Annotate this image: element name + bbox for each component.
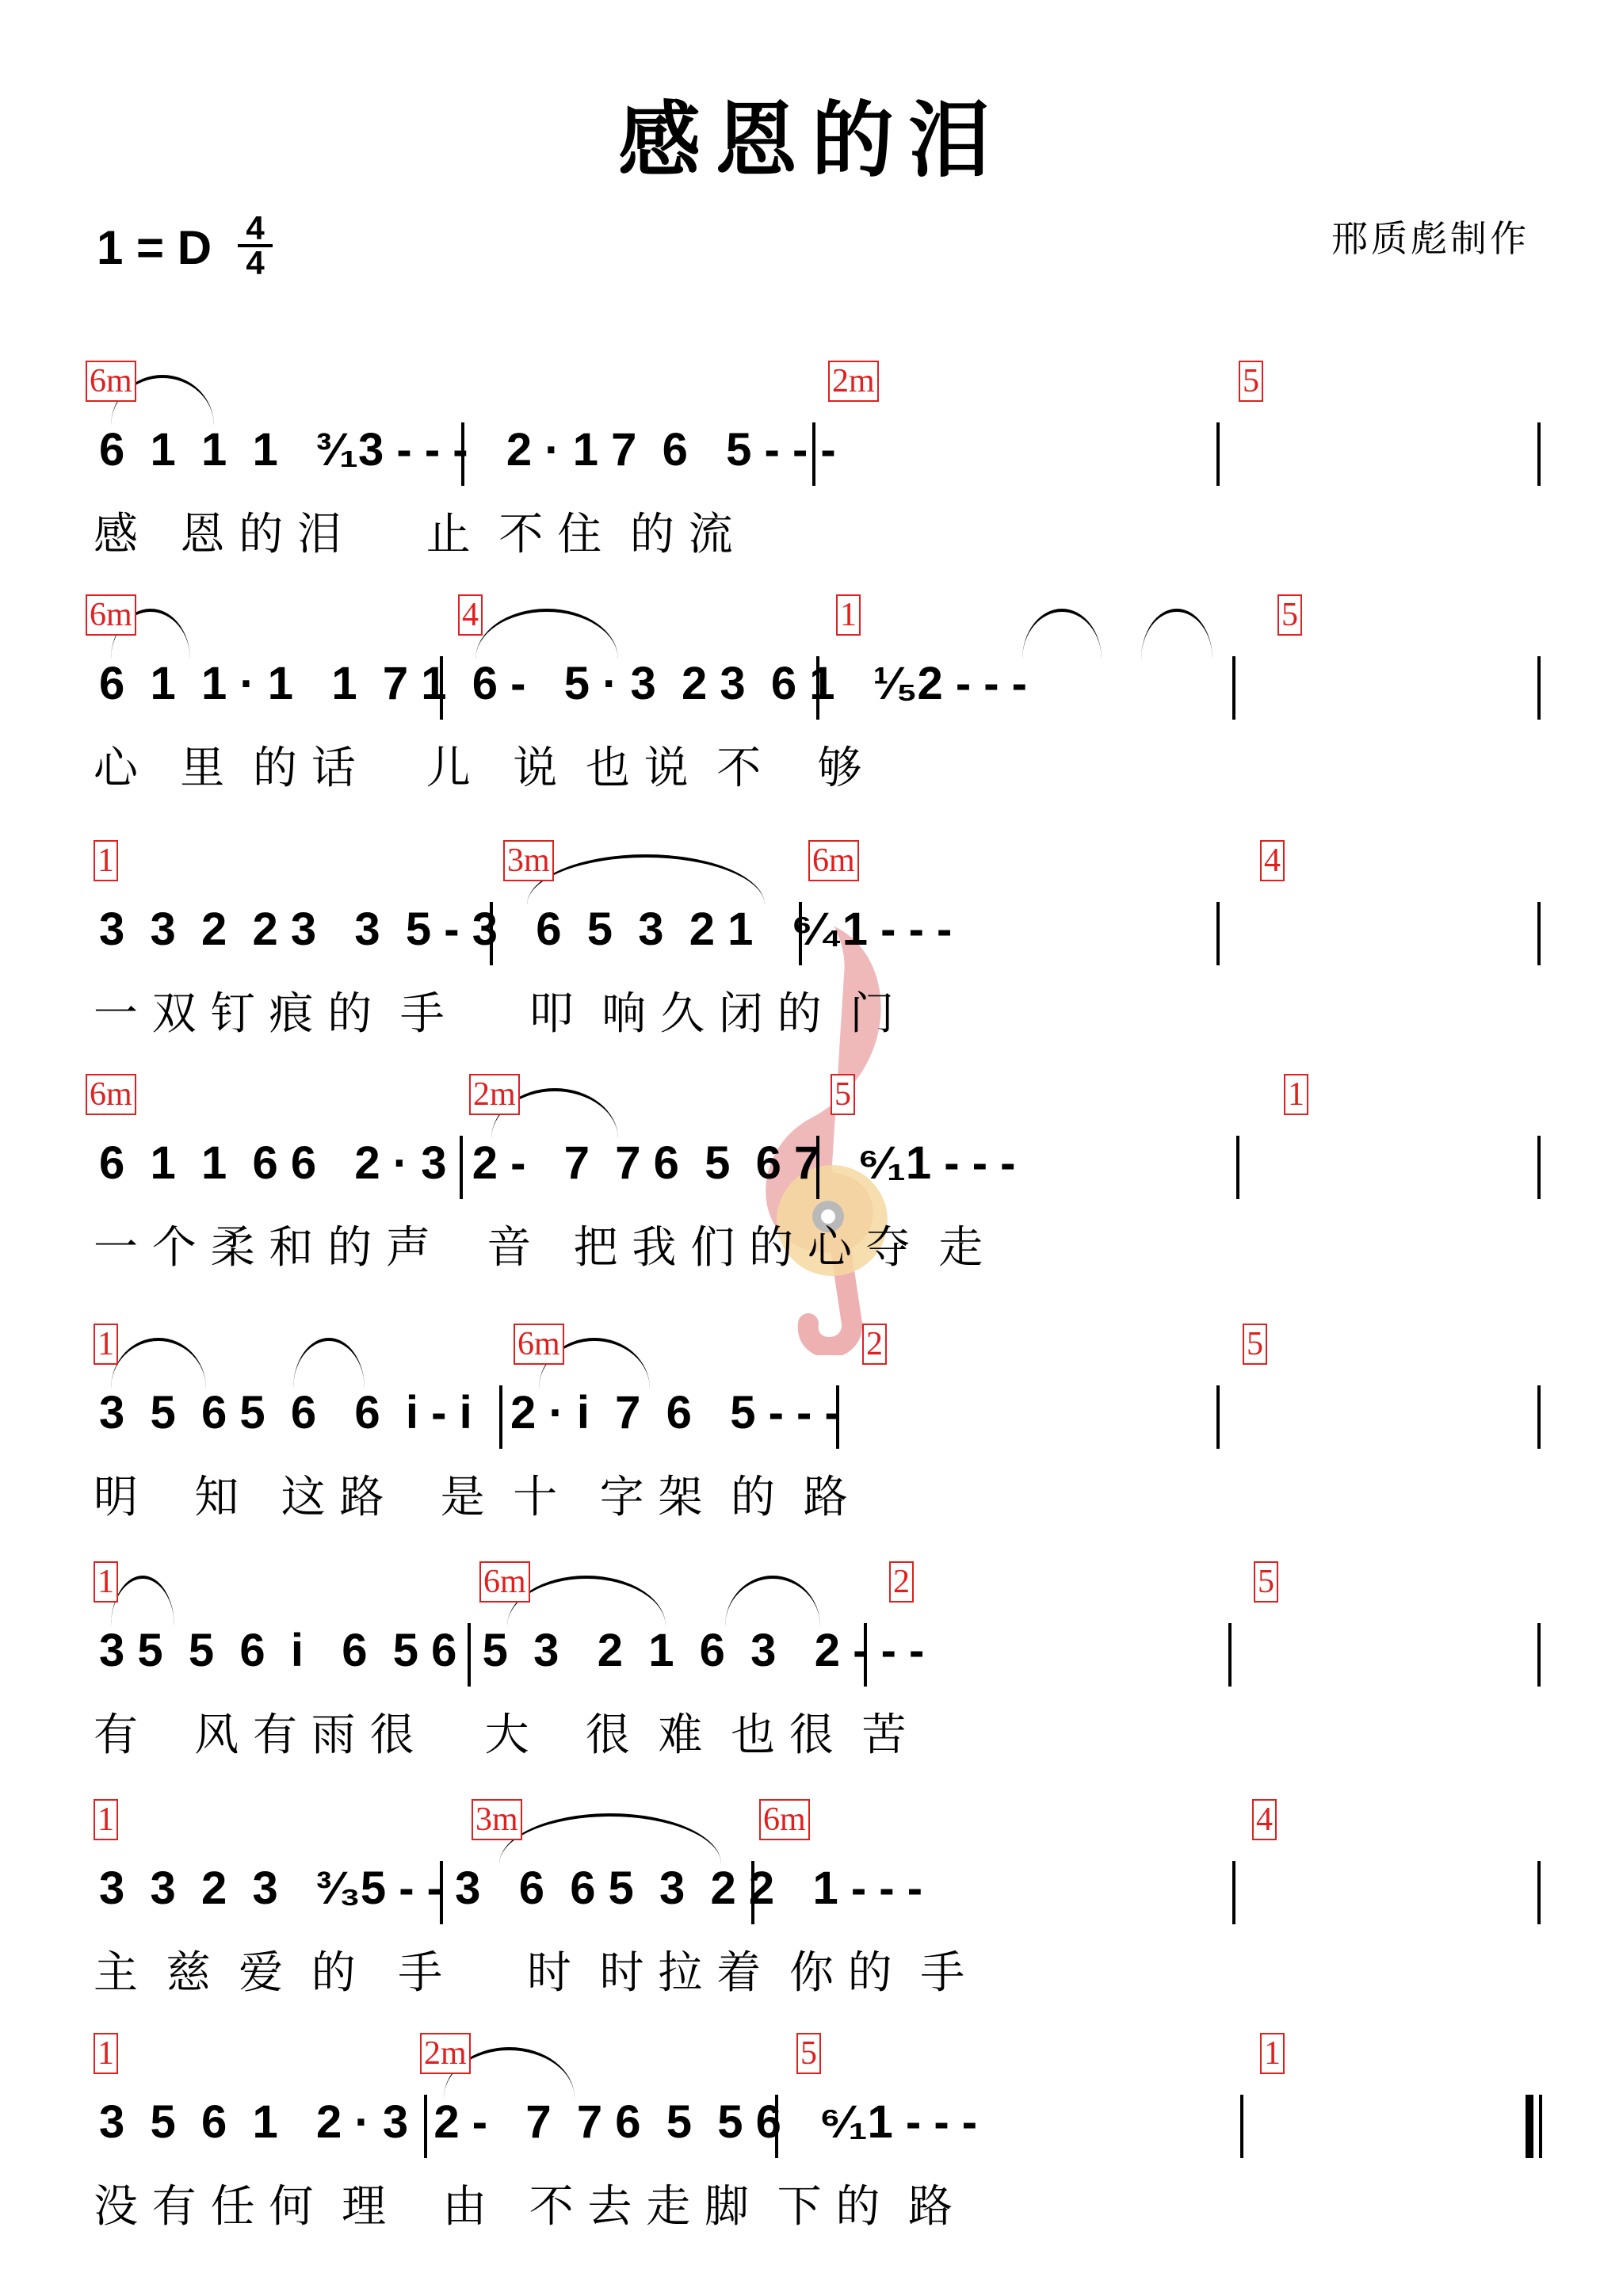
chord-symbol: 6m	[86, 1074, 136, 1115]
lyrics-line: 有 风 有 雨 很 大 很 难 也 很 苦	[94, 1710, 907, 1761]
score-line-1	[0, 361, 1623, 598]
score-line-6	[0, 1561, 1623, 1799]
barline	[1537, 422, 1541, 486]
chord-symbol: 5	[796, 2033, 821, 2074]
chord-symbol: 1	[1260, 2033, 1285, 2074]
chord-symbol: 1	[94, 2033, 118, 2074]
chord-symbol: 2m	[420, 2033, 471, 2074]
lyrics-line: 主 慈 爱 的 手 时 时 拉 着 你 的 手	[94, 1947, 965, 1999]
time-signature-bottom: 4	[238, 244, 273, 279]
slur	[1022, 609, 1102, 659]
chord-symbol: 5	[1239, 361, 1263, 402]
slur	[1141, 609, 1212, 659]
barline	[1537, 1861, 1541, 1924]
score-line-4	[0, 1074, 1623, 1312]
chord-symbol: 1	[836, 594, 861, 636]
chord-symbol: 6m	[86, 361, 136, 402]
chord-symbol: 3m	[503, 840, 554, 881]
lyrics-line: 心 里 的 话 儿 说 也 说 不 够	[94, 743, 862, 794]
notes-line: 3 5 6 1 2 · 3 2 - 7 7 6 5 5 6 ⁶⁄₁1 - - -	[99, 2096, 978, 2148]
chord-symbol: 6m	[808, 840, 859, 881]
chord-symbol: 5	[1277, 594, 1302, 636]
barline	[1236, 1136, 1239, 1199]
score-line-5	[0, 1324, 1623, 1561]
chord-symbol: 1	[94, 1324, 118, 1365]
barline	[1228, 1623, 1232, 1687]
chord-symbol: 6m	[479, 1561, 530, 1603]
lyrics-line: 没 有 任 何 理 由 不 去 走 脚 下 的 路	[94, 2181, 953, 2233]
author-credit: 邢质彪制作	[1331, 217, 1529, 260]
chord-symbol: 2m	[469, 1074, 520, 1115]
chord-symbol: 2	[889, 1561, 914, 1603]
barline	[1216, 422, 1220, 486]
chord-symbol: 1	[94, 1561, 118, 1603]
score-title: 感恩的泪	[617, 92, 1005, 189]
chord-symbol: 2	[862, 1324, 887, 1365]
score-line-2	[0, 594, 1623, 832]
barline	[1537, 1623, 1541, 1687]
chord-symbol: 5	[1254, 1561, 1278, 1603]
notes-line: 3 3 2 2 3 3 5 - 3 6 5 3 2 1 ⁶⁄₄1 - - -	[99, 904, 953, 955]
chord-symbol: 6m	[759, 1799, 810, 1840]
chord-symbol: 4	[1260, 840, 1285, 881]
notes-line: 3 5 6 5 6 6 i - i 2 · i 7 6 5 - - -	[99, 1387, 840, 1438]
time-signature	[238, 209, 273, 281]
barline	[1537, 902, 1541, 965]
lyrics-line: 一 双 钉 痕 的 手 叩 响 久 闭 的 门	[94, 988, 895, 1040]
lyrics-line: 感 恩 的 泪 止 不 住 的 流	[94, 509, 733, 560]
score-line-3	[0, 840, 1623, 1078]
chord-symbol: 5	[831, 1074, 855, 1115]
barline	[1232, 656, 1235, 720]
barline	[1537, 656, 1541, 720]
barline	[1232, 1861, 1235, 1924]
notes-line: 6 1 1 1 ³⁄₁3 - - - 2 · 1 7 6 5 - - -	[99, 424, 836, 476]
barline	[1537, 1136, 1541, 1199]
barline	[1537, 1385, 1541, 1449]
chord-symbol: 6m	[514, 1324, 564, 1365]
final-barline-thin	[1539, 2095, 1542, 2158]
chord-symbol: 4	[1252, 1799, 1277, 1840]
chord-symbol: 2m	[828, 361, 879, 402]
chord-symbol: 6m	[86, 594, 136, 636]
notes-line: 6 1 1 6 6 2 · 3 2 - 7 7 6 5 6 7 ⁶⁄₁1 - - -	[99, 1137, 1016, 1189]
chord-symbol: 1	[1284, 1074, 1308, 1115]
chord-symbol: 4	[458, 594, 483, 636]
key-signature: 1 = D	[97, 221, 212, 274]
chord-symbol: 5	[1243, 1324, 1267, 1365]
barline	[1216, 1385, 1220, 1449]
barline	[1216, 902, 1220, 965]
barline	[1240, 2095, 1243, 2158]
score-line-8	[0, 2033, 1623, 2271]
notes-line: 3 5 5 6 i 6 5 6 5 3 2 1 6 3 2 - - -	[99, 1625, 925, 1676]
final-barline	[1526, 2095, 1533, 2158]
score-line-7	[0, 1799, 1623, 2037]
time-signature-top: 4	[246, 209, 265, 246]
chord-symbol: 3m	[472, 1799, 522, 1840]
chord-symbol: 1	[94, 840, 118, 881]
chord-symbol: 1	[94, 1799, 118, 1840]
lyrics-line: 明 知 这 路 是 十 字 架 的 路	[94, 1472, 848, 1523]
lyrics-line: 一 个 柔 和 的 声 音 把 我 们 的 心 夺 走	[94, 1222, 983, 1274]
notes-line: 3 3 2 3 ³⁄₃5 - - 3 6 6 5 3 2 2 1 - - -	[99, 1862, 923, 1914]
notes-line: 6 1 1 · 1 1 7 1 6 - 5 · 3 2 3 6 1 ¹⁄₅2 - - -	[99, 658, 1027, 709]
